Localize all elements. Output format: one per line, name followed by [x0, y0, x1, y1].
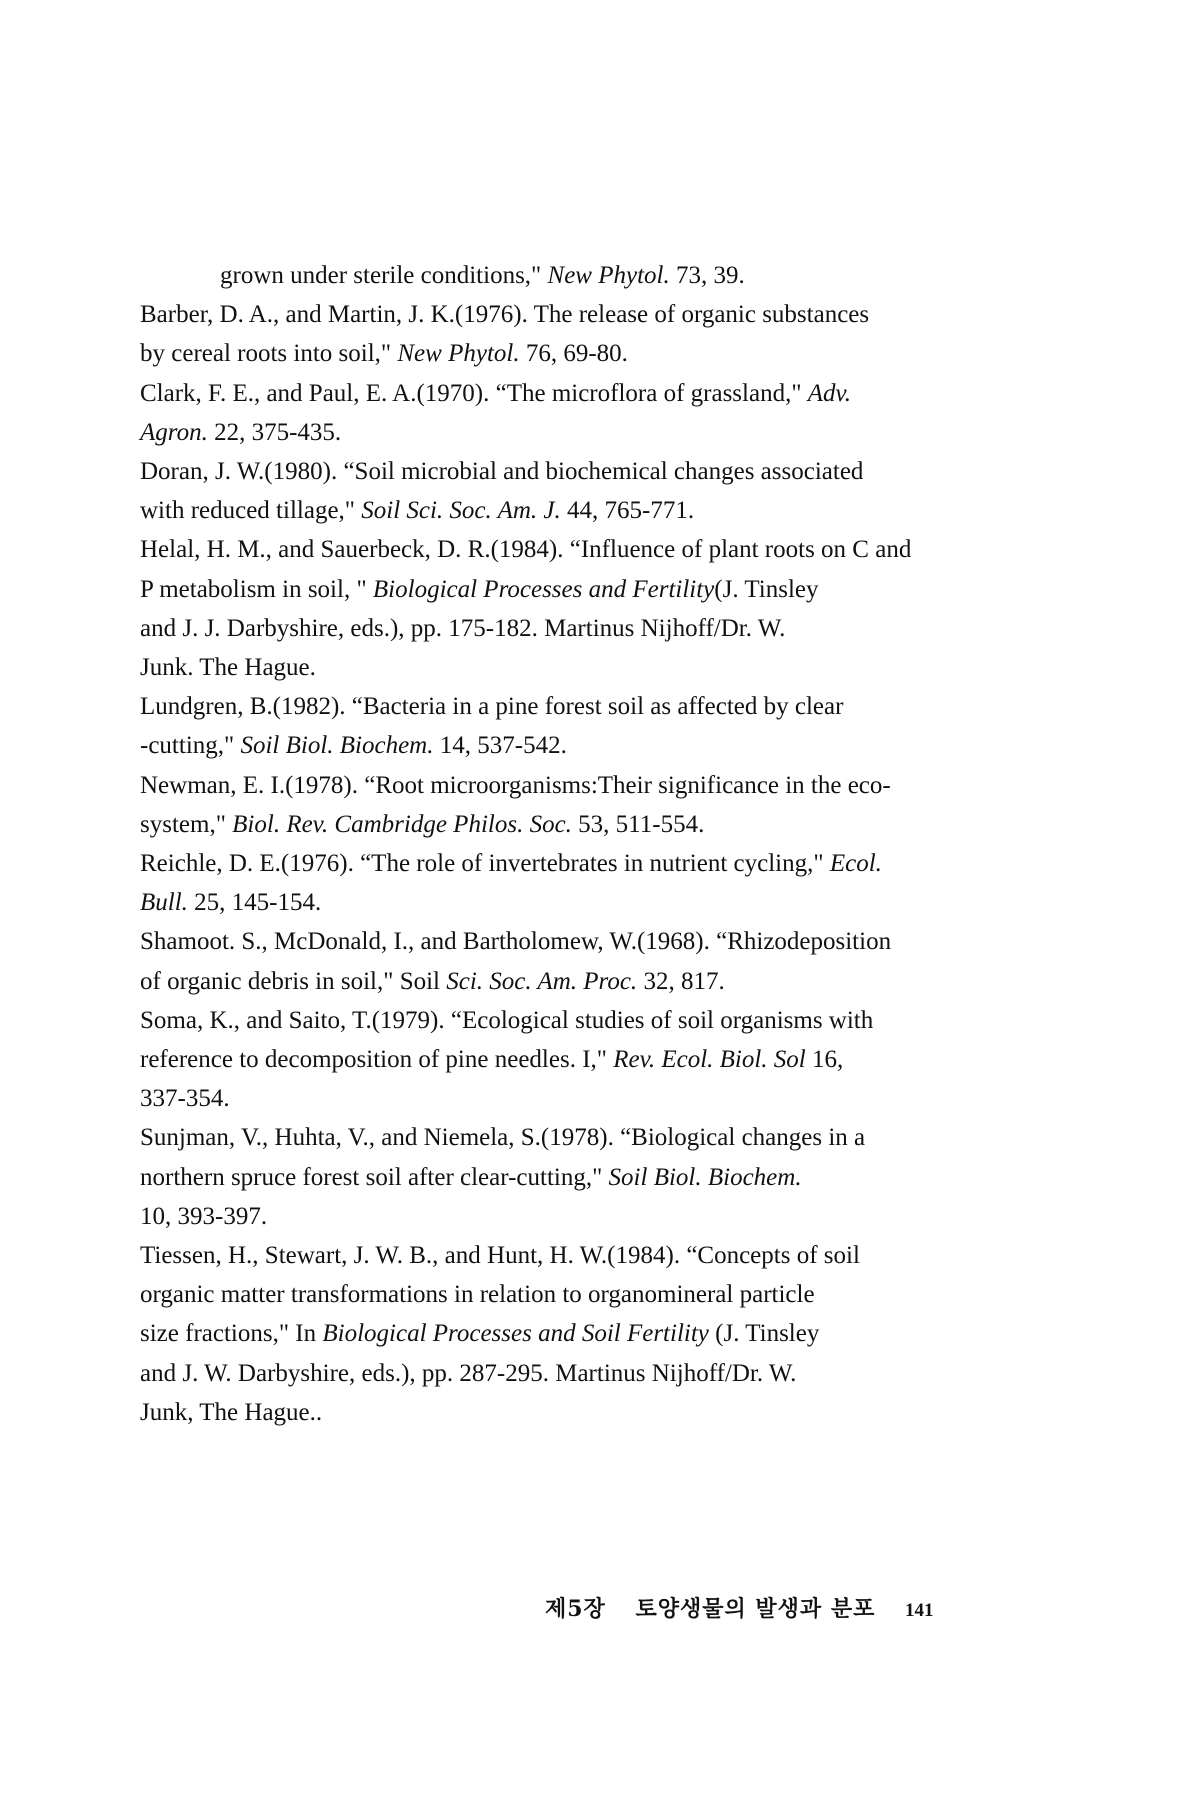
reference-text: reference to decomposition of pine needles. I,": [140, 1046, 614, 1074]
reference-text: 44, 765-771.: [560, 497, 695, 525]
reference-line: [140, 922, 1052, 961]
reference-line: [220, 256, 1052, 295]
reference-text: -cutting,": [140, 732, 241, 760]
journal-title: Sci. Soc. Am. Proc.: [446, 967, 638, 995]
reference-line: [140, 766, 1052, 805]
reference-line: [140, 1236, 1052, 1275]
journal-title: Biol. Rev. Cambridge Philos. Soc.: [232, 810, 572, 838]
reference-text: 32, 817.: [637, 967, 725, 995]
journal-title: Soil Biol. Biochem.: [240, 732, 434, 760]
reference-entry: [140, 530, 1052, 687]
reference-text: 14, 537-542.: [433, 732, 567, 760]
chapter-title: 토양생물의 발생과 분포: [635, 1596, 876, 1622]
reference-line: [140, 530, 1052, 569]
reference-text: 16,: [805, 1046, 844, 1074]
reference-text: Newman, E. I.(1978). “Root microorganisms:Their significance in the eco-: [140, 771, 891, 799]
reference-text: Soma, K., and Saito, T.(1979). “Ecological studies of soil organisms with: [140, 1006, 874, 1034]
journal-title: Biological Processes and Fertility: [372, 575, 715, 603]
reference-text: grown under sterile conditions,": [220, 262, 548, 289]
reference-text: Shamoot. S., McDonald, I., and Bartholomew, W.(1968). “Rhizodeposition: [140, 928, 892, 956]
reference-text: (J. Tinsley: [714, 575, 819, 603]
page-footer: [545, 1592, 934, 1623]
reference-text: 53, 511-554.: [571, 810, 705, 838]
journal-title: Soil Sci. Soc. Am. J.: [361, 497, 561, 525]
reference-text: 337-354.: [140, 1085, 230, 1113]
reference-text: with reduced tillage,": [140, 497, 362, 525]
reference-text: 76, 69-80.: [519, 340, 628, 368]
reference-line: [140, 883, 1052, 922]
reference-line: [140, 1354, 1052, 1393]
journal-title: Biological Processes and Soil Fertility: [322, 1320, 709, 1348]
reference-text: P metabolism in soil, ": [140, 575, 373, 603]
reference-entry: [140, 766, 1052, 844]
reference-line: [140, 726, 1052, 765]
reference-line: [140, 334, 1052, 373]
reference-line: [140, 1275, 1052, 1314]
reference-line: [140, 1314, 1052, 1353]
reference-text: northern spruce forest soil after clear-cutting,": [140, 1163, 609, 1191]
reference-text: Junk, The Hague..: [140, 1398, 323, 1426]
reference-text: Junk. The Hague.: [140, 654, 316, 682]
reference-text: (J. Tinsley: [708, 1320, 820, 1348]
page-number: 141: [905, 1600, 934, 1621]
reference-line: [140, 1197, 1052, 1236]
journal-title: New Phytol.: [547, 262, 670, 289]
reference-text: Barber, D. A., and Martin, J. K.(1976). The release of organic substances: [140, 301, 870, 329]
reference-line: [140, 1393, 1052, 1432]
reference-text: 25, 145-154.: [187, 889, 322, 917]
reference-text: Reichle, D. E.(1976). “The role of invertebrates in nutrient cycling,": [140, 850, 830, 878]
reference-text: of organic debris in soil," Soil: [140, 967, 447, 995]
reference-text: 22, 375-435.: [207, 418, 342, 446]
reference-line: [140, 1118, 1052, 1157]
reference-text: system,": [140, 810, 233, 838]
reference-list: [140, 256, 1052, 1432]
reference-entry: [140, 844, 1052, 922]
reference-text: 10, 393-397.: [140, 1202, 268, 1230]
reference-line: [140, 609, 1052, 648]
journal-title: Adv.: [807, 379, 852, 407]
reference-entry: [140, 922, 1052, 1000]
journal-title: Soil Biol. Biochem.: [608, 1163, 802, 1191]
reference-entry: [140, 374, 1052, 452]
reference-line: [140, 1079, 1052, 1118]
journal-title: Bull.: [140, 889, 188, 917]
reference-entry: [140, 1001, 1052, 1119]
reference-text: Tiessen, H., Stewart, J. W. B., and Hunt, H. W.(1984). “Concepts of soil: [140, 1242, 860, 1270]
journal-title: New Phytol.: [397, 340, 520, 368]
reference-entry: [140, 687, 1052, 765]
journal-title: Ecol.: [829, 850, 882, 878]
journal-title: Rev. Ecol. Biol. Sol: [613, 1046, 806, 1074]
reference-line: [140, 491, 1052, 530]
reference-line: [140, 295, 1052, 334]
reference-line: [140, 687, 1052, 726]
reference-entry: [140, 1236, 1052, 1432]
reference-entry: [140, 295, 1052, 373]
reference-line: [140, 648, 1052, 687]
reference-line: [140, 844, 1052, 883]
reference-entry-continued: [140, 256, 1052, 295]
reference-line: [140, 374, 1052, 413]
reference-line: [140, 1001, 1052, 1040]
reference-text: Lundgren, B.(1982). “Bacteria in a pine forest soil as affected by clear: [140, 693, 844, 721]
reference-line: [140, 962, 1052, 1001]
reference-line: [140, 452, 1052, 491]
reference-entry: [140, 452, 1052, 530]
reference-line: [140, 1158, 1052, 1197]
reference-text: by cereal roots into soil,": [140, 340, 398, 368]
reference-text: Clark, F. E., and Paul, E. A.(1970). “The microflora of grassland,": [140, 379, 808, 407]
reference-line: [140, 570, 1052, 609]
reference-text: Sunjman, V., Huhta, V., and Niemela, S.(1978). “Biological changes in a: [140, 1124, 866, 1152]
reference-text: 73, 39.: [669, 262, 745, 289]
reference-line: [140, 805, 1052, 844]
journal-title: Agron.: [140, 418, 208, 446]
reference-text: organic matter transformations in relation to organomineral particle: [140, 1281, 815, 1309]
reference-text: and J. W. Darbyshire, eds.), pp. 287-295. Martinus Nijhoff/Dr. W.: [140, 1359, 797, 1387]
reference-line: [140, 413, 1052, 452]
reference-text: Doran, J. W.(1980). “Soil microbial and biochemical changes associated: [140, 458, 864, 486]
chapter-label: 제5장: [545, 1596, 606, 1622]
reference-entry: [140, 1118, 1052, 1236]
reference-text: and J. J. Darbyshire, eds.), pp. 175-182. Martinus Nijhoff/Dr. W.: [140, 614, 786, 642]
reference-text: Helal, H. M., and Sauerbeck, D. R.(1984). “Influence of plant roots on C and: [140, 536, 912, 564]
reference-text: size fractions," In: [140, 1320, 323, 1348]
reference-line: [140, 1040, 1052, 1079]
